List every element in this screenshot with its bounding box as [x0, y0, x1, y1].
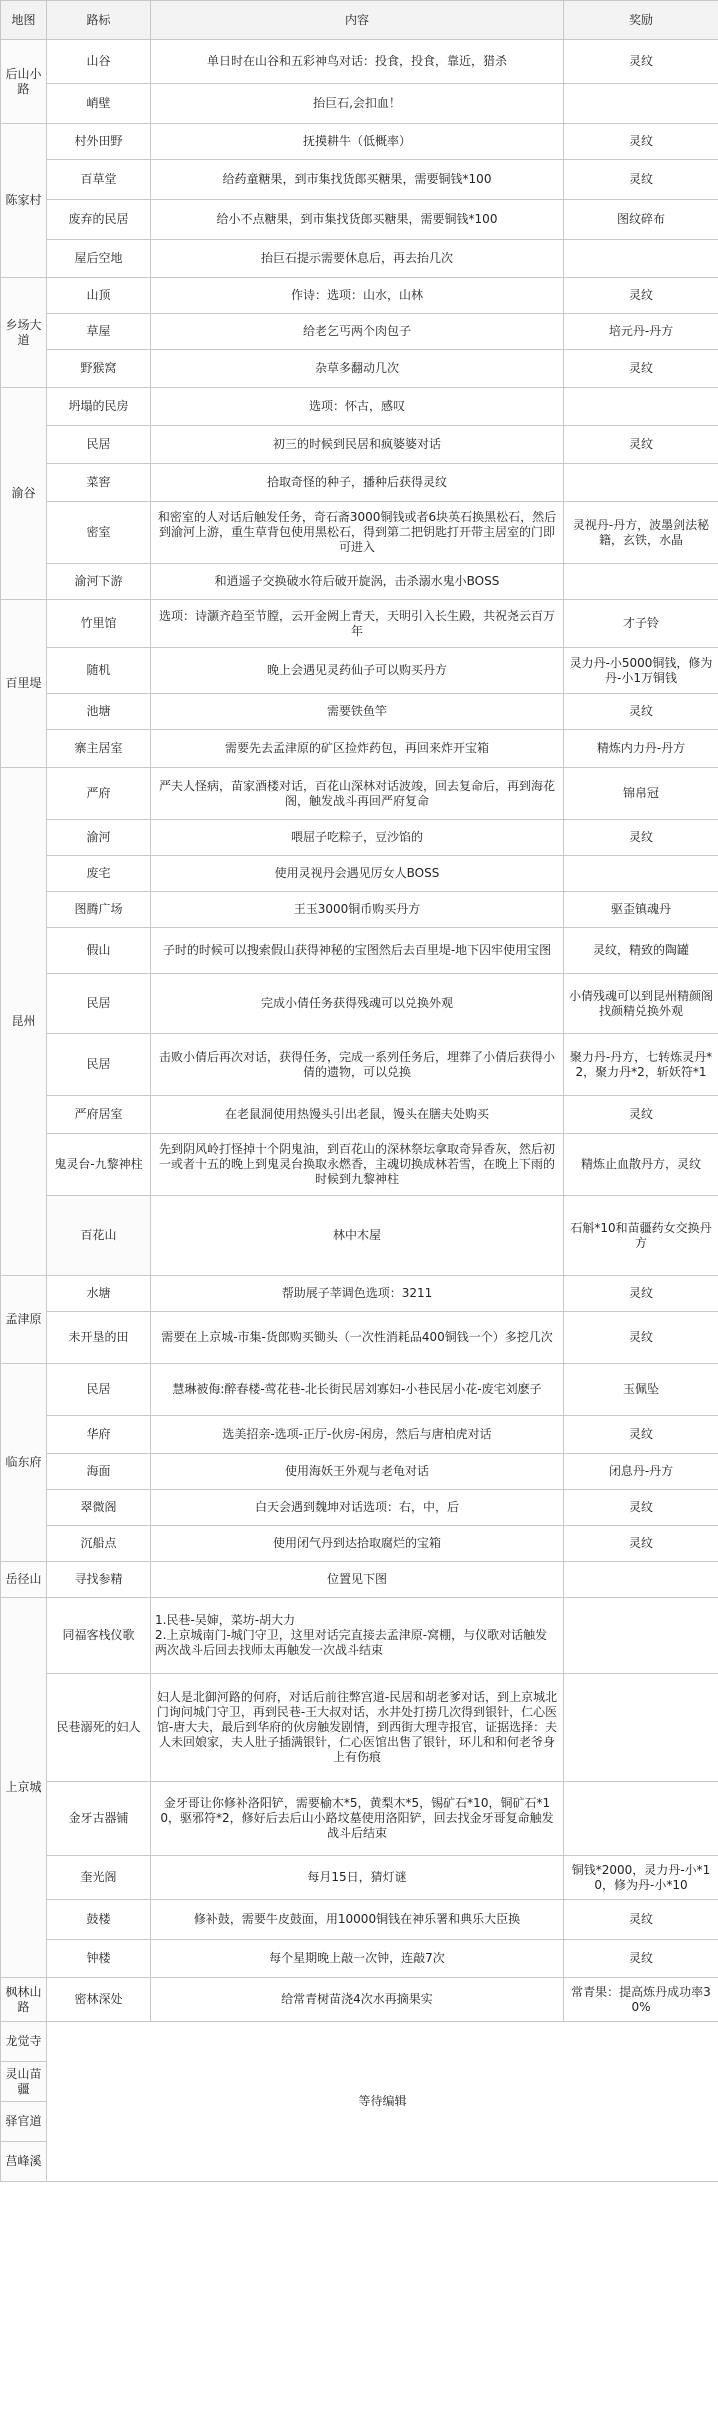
- reward-cell: [564, 240, 718, 278]
- reward-cell: 精炼止血散丹方，灵纹: [564, 1134, 718, 1196]
- map-cell: 孟津原: [1, 1276, 47, 1364]
- table-row: [1, 1416, 718, 1454]
- reward-cell: 才子铃: [564, 600, 718, 648]
- landmark-cell: 废宅: [47, 856, 151, 892]
- content-cell: 严夫人怪病，苗家酒楼对话，百花山深林对话波竣，回去复命后，再到海花阁，触发战斗再回严府复命: [151, 768, 564, 820]
- reward-cell: [564, 1562, 718, 1598]
- landmark-cell: 屋后空地: [47, 240, 151, 278]
- reward-cell: [564, 84, 718, 124]
- landmark-cell: 未开垦的田: [47, 1312, 151, 1364]
- reward-cell: 玉佩坠: [564, 1364, 718, 1416]
- content-cell: 给药童糖果，到市集找货郎买糖果，需要铜钱*100: [151, 160, 564, 200]
- landmark-cell: 山谷: [47, 40, 151, 84]
- content-cell: 拾取奇怪的种子，播种后获得灵纹: [151, 464, 564, 502]
- content-cell: 使用灵视丹会遇见厉女人BOSS: [151, 856, 564, 892]
- table-row: [1, 1364, 718, 1416]
- content-cell: 和逍遥子交换破水符后破开旋涡，击杀溺水鬼小BOSS: [151, 564, 564, 600]
- landmark-cell: 村外田野: [47, 124, 151, 160]
- map-cell: 临东府: [1, 1364, 47, 1562]
- reward-cell: [564, 388, 718, 426]
- landmark-cell: 池塘: [47, 694, 151, 730]
- content-cell: 抬巨石,会扣血！: [151, 84, 564, 124]
- table-row: [1, 1034, 718, 1096]
- content-cell: 需要先去孟津原的矿区捡炸药包，再回来炸开宝箱: [151, 730, 564, 768]
- landmark-cell: 随机: [47, 648, 151, 694]
- table-row: [1, 1276, 718, 1312]
- reward-cell: 灵纹: [564, 1276, 718, 1312]
- map-cell: 昆州: [1, 768, 47, 1276]
- reward-cell: [564, 564, 718, 600]
- table-row: [1, 388, 718, 426]
- reward-cell: 灵纹: [564, 350, 718, 388]
- content-cell: 1.民巷-吴婶，菜坊-胡大力 2.上京城南门-城门守卫，这里对话完直接去孟津原-窝棚，与仪歌对话触发两次战斗后回去找师太再触发一次战斗结束: [151, 1598, 564, 1674]
- table-row: [1, 1940, 718, 1978]
- table-row: [1, 730, 718, 768]
- reward-cell: 精炼内力丹-丹方: [564, 730, 718, 768]
- landmark-cell: 鬼灵台-九黎神柱: [47, 1134, 151, 1196]
- reward-cell: 灵力丹-小5000铜钱，修为丹-小1万铜钱: [564, 648, 718, 694]
- table-row: [1, 2022, 718, 2062]
- header-landmark: 路标: [47, 1, 151, 40]
- reward-cell: 锦帛冠: [564, 768, 718, 820]
- landmark-cell: 沉船点: [47, 1526, 151, 1562]
- content-cell: 杂草多翻动几次: [151, 350, 564, 388]
- landmark-cell: 图腾广场: [47, 892, 151, 928]
- reward-cell: 灵纹: [564, 1900, 718, 1940]
- content-cell: 帮助展子莘调色选项：3211: [151, 1276, 564, 1312]
- landmark-cell: 民巷溺死的妇人: [47, 1674, 151, 1782]
- reward-cell: 铜钱*2000，灵力丹-小*10，修为丹-小*10: [564, 1856, 718, 1900]
- table-row: [1, 278, 718, 314]
- reward-cell: 聚力丹-丹方，七转炼灵丹*2，聚力丹*2，斩妖符*1: [564, 1034, 718, 1096]
- landmark-cell: 翠微阁: [47, 1490, 151, 1526]
- table-row: [1, 1196, 718, 1276]
- landmark-cell: 奎光阁: [47, 1856, 151, 1900]
- table-row: [1, 84, 718, 124]
- landmark-cell: 水塘: [47, 1276, 151, 1312]
- reward-cell: 灵纹: [564, 1416, 718, 1454]
- reward-cell: 灵纹: [564, 40, 718, 84]
- header-map: 地图: [1, 1, 47, 40]
- reward-cell: 灵纹: [564, 278, 718, 314]
- reward-cell: 驱歪镇魂丹: [564, 892, 718, 928]
- landmark-cell: 严府居室: [47, 1096, 151, 1134]
- reward-cell: [564, 1598, 718, 1674]
- content-cell: 慧琳被侮:醉春楼-莺花巷-北长街民居刘寡妇-小巷民居小花-废宅刘麽子: [151, 1364, 564, 1416]
- landmark-cell: 密林深处: [47, 1978, 151, 2022]
- landmark-cell: 渝河: [47, 820, 151, 856]
- reward-cell: 灵纹: [564, 426, 718, 464]
- table-row: [1, 1598, 718, 1674]
- content-cell: 王玉3000铜币购买丹方: [151, 892, 564, 928]
- content-cell: 晚上会遇见灵药仙子可以购买丹方: [151, 648, 564, 694]
- map-cell: 莒峰溪: [1, 2142, 47, 2182]
- table-row: [1, 1096, 718, 1134]
- landmark-cell: 同福客栈仪歌: [47, 1598, 151, 1674]
- table-row: [1, 1562, 718, 1598]
- landmark-cell: 菜窖: [47, 464, 151, 502]
- content-cell: 需要在上京城-市集-货郎购买锄头（一次性消耗品400铜钱一个）多挖几次: [151, 1312, 564, 1364]
- landmark-cell: 严府: [47, 768, 151, 820]
- landmark-cell: 野猴窝: [47, 350, 151, 388]
- table-row: [1, 928, 718, 974]
- content-cell: 每月15日，猜灯谜: [151, 1856, 564, 1900]
- content-cell: 在老鼠洞使用热馒头引出老鼠，馒头在膳夫处购买: [151, 1096, 564, 1134]
- table-row: [1, 314, 718, 350]
- table-row: [1, 600, 718, 648]
- reward-cell: 灵纹: [564, 1312, 718, 1364]
- table-row: [1, 40, 718, 84]
- map-cell: 陈家村: [1, 124, 47, 278]
- table-row: [1, 648, 718, 694]
- table-row: [1, 350, 718, 388]
- map-cell: 渝谷: [1, 388, 47, 600]
- content-cell: 抬巨石提示需要休息后，再去抬几次: [151, 240, 564, 278]
- reward-cell: [564, 464, 718, 502]
- map-cell: 岳径山: [1, 1562, 47, 1598]
- landmark-cell: 百草堂: [47, 160, 151, 200]
- table-row: [1, 426, 718, 464]
- landmark-cell: 密室: [47, 502, 151, 564]
- landmark-cell: 山顶: [47, 278, 151, 314]
- content-cell: 给老乞丐两个肉包子: [151, 314, 564, 350]
- content-cell: 使用闭气丹到达拾取腐烂的宝箱: [151, 1526, 564, 1562]
- table-row: [1, 768, 718, 820]
- content-cell: 选美招亲-选项-正厅-伙房-闲房，然后与唐柏虎对话: [151, 1416, 564, 1454]
- content-cell: 使用海妖王外观与老龟对话: [151, 1454, 564, 1490]
- reward-cell: 灵纹: [564, 1096, 718, 1134]
- landmark-cell: 竹里馆: [47, 600, 151, 648]
- reward-cell: 灵纹: [564, 160, 718, 200]
- header-content: 内容: [151, 1, 564, 40]
- reward-cell: 灵纹: [564, 1940, 718, 1978]
- reward-cell: [564, 856, 718, 892]
- landmark-cell: 寨主居室: [47, 730, 151, 768]
- map-cell: 灵山苗疆: [1, 2062, 47, 2102]
- landmark-cell: 民居: [47, 974, 151, 1034]
- reward-cell: [564, 1674, 718, 1782]
- table-row: [1, 1856, 718, 1900]
- table-row: [1, 1134, 718, 1196]
- landmark-cell: 民居: [47, 1364, 151, 1416]
- table-row: [1, 1526, 718, 1562]
- reward-cell: 常青果：提高炼丹成功率30%: [564, 1978, 718, 2022]
- table-row: [1, 160, 718, 200]
- table-body: [1, 40, 718, 2182]
- content-cell: 初三的时候到民居和疯婆婆对话: [151, 426, 564, 464]
- content-cell: 作诗：选项：山水，山林: [151, 278, 564, 314]
- content-cell: 子时的时候可以搜索假山获得神秘的宝图然后去百里堤-地下囚牢使用宝图: [151, 928, 564, 974]
- reward-cell: 灵视丹-丹方，波墨剑法秘籍，玄铁，水晶: [564, 502, 718, 564]
- reward-cell: 灵纹，精致的陶罐: [564, 928, 718, 974]
- pending-content-cell: 等待编辑: [47, 2022, 718, 2182]
- content-cell: 位置见下图: [151, 1562, 564, 1598]
- landmark-cell: 民居: [47, 426, 151, 464]
- header-reward: 奖励: [564, 1, 718, 40]
- landmark-cell: 林中木屋: [151, 1196, 564, 1276]
- content-cell: 先到阴风岭打怪掉十个阴鬼油，到百花山的深林祭坛拿取奇异香灰，然后初一或者十五的晚上到鬼灵台换取永燃香，主魂切换成林若雪，在晚上下雨的时候到九黎神柱: [151, 1134, 564, 1196]
- reward-cell: 图纹碎布: [564, 200, 718, 240]
- table-row: [1, 124, 718, 160]
- content-cell: 和密室的人对话后触发任务，奇石斋3000铜钱或者6块英石换黑松石，然后到渝河上游，重生草背包使用黑松石，得到第二把钥匙打开带主居室的门即可进入: [151, 502, 564, 564]
- map-cell: 百里堤: [1, 600, 47, 768]
- table-row: [1, 240, 718, 278]
- landmark-cell: 假山: [47, 928, 151, 974]
- content-cell: 给小不点糖果，到市集找货郎买糖果，需要铜钱*100: [151, 200, 564, 240]
- landmark-cell: 坍塌的民房: [47, 388, 151, 426]
- content-cell: 金牙哥让你修补洛阳铲，需要榆木*5，黄梨木*5，锡矿石*10，铜矿石*10，驱邪符*2，修好后去后山小路坟墓使用洛阳铲，回去找金牙哥复命触发战斗后结束: [151, 1782, 564, 1856]
- reward-cell: 灵纹: [564, 124, 718, 160]
- map-cell: 百花山: [47, 1196, 151, 1276]
- content-cell: 给常青树苗浇4次水再摘果实: [151, 1978, 564, 2022]
- content-cell: 修补鼓，需要牛皮鼓面，用10000铜钱在神乐署和典乐大臣换: [151, 1900, 564, 1940]
- map-cell: 上京城: [1, 1598, 47, 1978]
- table-row: [1, 502, 718, 564]
- table-row: [1, 200, 718, 240]
- landmark-cell: 峭壁: [47, 84, 151, 124]
- reward-cell: 灵纹: [564, 1490, 718, 1526]
- reward-cell: 灵纹: [564, 1526, 718, 1562]
- content-cell: 单日时在山谷和五彩神鸟对话：投食，投食，靠近，猎杀: [151, 40, 564, 84]
- content-cell: 白天会遇到魏坤对话选项：右，中，后: [151, 1490, 564, 1526]
- map-cell: 枫林山路: [1, 1978, 47, 2022]
- content-cell: 选项：怀古，感叹: [151, 388, 564, 426]
- table-row: [1, 1454, 718, 1490]
- map-cell: 龙觉寺: [1, 2022, 47, 2062]
- content-cell: 抚摸耕牛（低概率）: [151, 124, 564, 160]
- table-row: [1, 694, 718, 730]
- reward-cell: 灵纹: [564, 820, 718, 856]
- landmark-cell: 华府: [47, 1416, 151, 1454]
- table-row: [1, 892, 718, 928]
- table-row: [1, 1782, 718, 1856]
- table-row: [1, 1978, 718, 2022]
- reward-cell: 培元丹-丹方: [564, 314, 718, 350]
- content-cell: 击败小倩后再次对话，获得任务，完成一系列任务后，埋葬了小倩后获得小倩的遗物，可以兑换: [151, 1034, 564, 1096]
- table-row: [1, 1900, 718, 1940]
- content-cell: 需要铁鱼竿: [151, 694, 564, 730]
- table-row: [1, 1312, 718, 1364]
- table-row: [1, 974, 718, 1034]
- table-row: [1, 820, 718, 856]
- landmark-cell: 废弃的民居: [47, 200, 151, 240]
- reward-cell: 小倩残魂可以到昆州精颜阁找颜精兑换外观: [564, 974, 718, 1034]
- content-cell: 妇人是北御河路的何府，对话后前往弊宫道-民居和胡老爹对话，到上京城北门询问城门守卫，再到民巷-王大叔对话，水井处打捞几次得到银针，仁心医馆-唐大夫，最后到华府的伙房触发剧情，到西街大理寺报官，证据选择：夫人未回娘家，夫人肚子插满银针，仁心医馆出售了银针，环儿和和何老爷身上有伤痕: [151, 1674, 564, 1782]
- content-cell: 选项：诗灏齐趋至节膛，云开金阙上青天，天明引入长生殿，共祝尧云百万年: [151, 600, 564, 648]
- landmark-cell: 寻找参精: [47, 1562, 151, 1598]
- content-cell: 每个星期晚上敲一次钟，连敲7次: [151, 1940, 564, 1978]
- reward-cell: [564, 1782, 718, 1856]
- landmark-cell: 渝河下游: [47, 564, 151, 600]
- reward-cell: 闭息丹-丹方: [564, 1454, 718, 1490]
- table-row: [1, 856, 718, 892]
- content-cell: 完成小倩任务获得残魂可以兑换外观: [151, 974, 564, 1034]
- landmark-cell: 草屋: [47, 314, 151, 350]
- table-row: [1, 1490, 718, 1526]
- header-row: [1, 1, 718, 40]
- table-row: [1, 464, 718, 502]
- landmark-cell: 海面: [47, 1454, 151, 1490]
- map-cell: 乡场大道: [1, 278, 47, 388]
- landmark-cell: 民居: [47, 1034, 151, 1096]
- table-row: [1, 564, 718, 600]
- landmark-cell: 金牙古器铺: [47, 1782, 151, 1856]
- map-cell: 后山小路: [1, 40, 47, 124]
- content-cell: 喂屈子吃粽子，豆沙馅的: [151, 820, 564, 856]
- landmark-cell: 鼓楼: [47, 1900, 151, 1940]
- landmark-cell: 钟楼: [47, 1940, 151, 1978]
- map-cell: 驿官道: [1, 2102, 47, 2142]
- content-cell: 石斛*10和苗疆药女交换丹方: [564, 1196, 718, 1276]
- reward-cell: 灵纹: [564, 694, 718, 730]
- table-row: [1, 1674, 718, 1782]
